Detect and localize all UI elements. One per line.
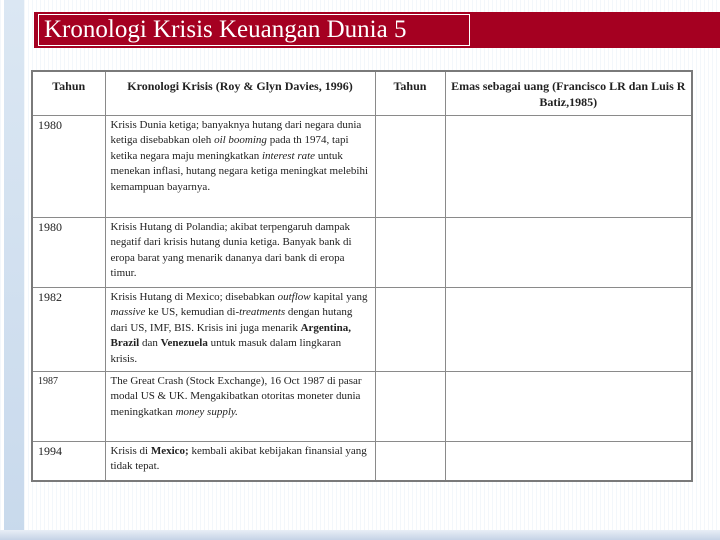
row-description: Krisis di Mexico; kembali akibat kebijakan finansial yang tidak tepat.: [105, 441, 375, 481]
table-row: [32, 371, 692, 441]
italic-term: treatments: [239, 306, 286, 318]
empty-year-cell: [375, 371, 445, 441]
header-year-right: Tahun: [375, 71, 445, 115]
empty-gold-cell: [445, 115, 692, 217]
header-chronology: Kronologi Krisis (Roy & Glyn Davies, 1996): [105, 71, 375, 115]
row-description: Krisis Hutang di Polandia; akibat terpengaruh dampak negatif dari krisis hutang dunia ketiga. Banyak bank di eropa barat yang menarik dananya dari bank di eropa timur.: [105, 217, 375, 287]
table-row: [32, 287, 692, 371]
empty-gold-cell: [445, 217, 692, 287]
empty-year-cell: [375, 115, 445, 217]
bold-term: Mexico;: [150, 444, 189, 457]
row-year: 1987: [32, 371, 105, 441]
row-year: 1980: [32, 217, 105, 287]
bold-term: Argentina, Brazil: [110, 321, 352, 349]
empty-gold-cell: [445, 441, 692, 481]
table-header-row: [32, 71, 692, 115]
crisis-chronology-table: [31, 70, 693, 482]
empty-year-cell: [375, 217, 445, 287]
empty-gold-cell: [445, 371, 692, 441]
header-gold-as-money: Emas sebagai uang (Francisco LR dan Luis R Batiz,1985): [445, 71, 692, 115]
slide-title: Kronologi Krisis Keuangan Dunia 5: [44, 16, 407, 43]
italic-term: oil booming: [214, 134, 267, 146]
italic-term: massive: [110, 306, 146, 318]
row-year: 1982: [32, 287, 105, 371]
header-year-left: Tahun: [32, 71, 105, 115]
row-description: The Great Crash (Stock Exchange), 16 Oct 1987 di pasar modal US & UK. Mengakibatkan otoritas moneter dunia meningkatkan money supply.: [105, 371, 375, 441]
empty-year-cell: [375, 287, 445, 371]
row-year: 1980: [32, 115, 105, 217]
bottom-decorative-strip: [0, 530, 720, 540]
italic-term: outflow: [277, 290, 311, 303]
table-row: [32, 217, 692, 287]
row-description: Krisis Dunia ketiga; banyaknya hutang dari negara dunia ketiga disebabkan oleh oil booming pada th 1974, tapi ketika negara maju meningkatkan interest rate untuk menekan inflasi, hutang negara ketiga meningkat melebihi kemampuan bayarnya.: [105, 115, 375, 217]
italic-term: money supply.: [175, 405, 238, 418]
table-row: [32, 441, 692, 481]
italic-term: interest rate: [262, 149, 316, 162]
empty-gold-cell: [445, 287, 692, 371]
bold-term: Venezuela: [160, 337, 208, 349]
empty-year-cell: [375, 441, 445, 481]
row-description: Krisis Hutang di Mexico; disebabkan outflow kapital yang massive ke US, kemudian di-treatments dengan hutang dari US, IMF, BIS. Krisis ini juga menarik Argentina, Brazil dan Venezuela untuk masuk dalam lingkaran krisis.: [105, 287, 375, 371]
row-year: 1994: [32, 441, 105, 481]
table-row: [32, 115, 692, 217]
left-decorative-bar: [4, 0, 24, 540]
